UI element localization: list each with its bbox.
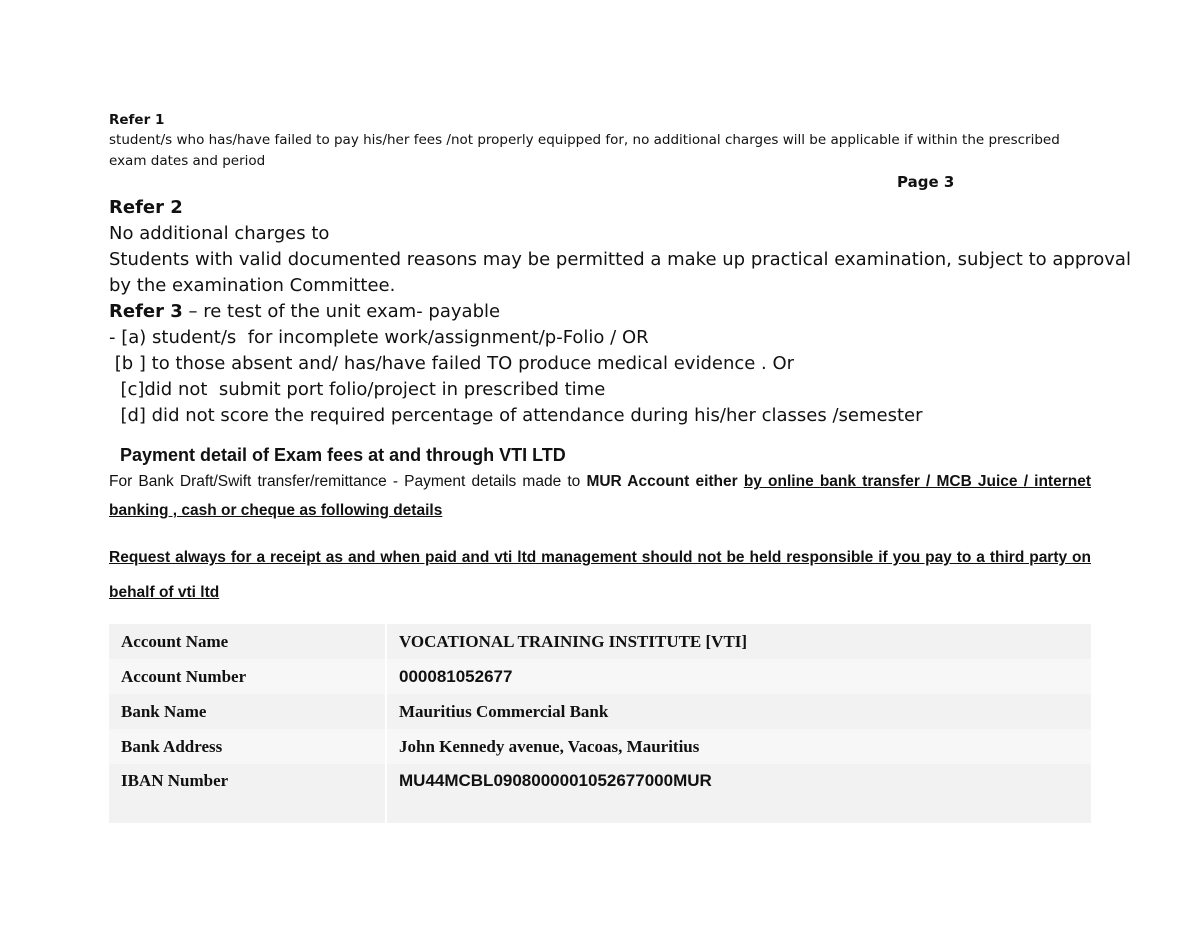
refer3-heading-rest: – re test of the unit exam- payable [182,301,501,322]
payment-title: Payment detail of Exam fees at and through VTI LTD [120,445,566,465]
payment-intro-underlined: by online bank transfer / MCB Juice / internet banking , cash or cheque as following details [109,473,1091,519]
payment-request-notice: Request always for a receipt as and when paid and vti ltd management should not be held responsible if you pay to a third party on behalf of vti ltd [109,549,1091,601]
refer3-item-c: [c]did not submit port folio/project in prescribed time [109,379,606,400]
iban-value: MU44MCBL0908000001052677000MUR [386,764,1091,823]
account-number-label: Account Number [109,659,386,694]
refer1-line2: exam dates and period [109,153,266,169]
bank-name-label: Bank Name [109,694,386,729]
table-row [109,764,1091,823]
refer3-heading [109,301,500,322]
table-row [109,624,1091,659]
table-row [109,659,1091,694]
refer2-line3: by the examination Committee. [109,275,396,296]
refer2-line1: No additional charges to [109,223,330,244]
refer2-line2: Students with valid documented reasons may be permitted a make up practical examination, subject to approval [109,249,1131,270]
iban-label: IBAN Number [109,764,386,823]
account-number-value: 000081052677 [386,659,1091,694]
table-row [109,729,1091,764]
refer3-item-a: - [a) student/s for incomplete work/assignment/p-Folio / OR [109,327,649,348]
refer3-item-d: [d] did not score the required percentage of attendance during his/her classes /semester [109,405,923,426]
bank-address-value: John Kennedy avenue, Vacoas, Mauritius [386,729,1091,764]
payment-intro-plain: For Bank Draft/Swift transfer/remittance - Payment details made to [109,473,587,490]
table-row [109,694,1091,729]
account-details-table [109,624,1091,823]
payment-intro-bold: MUR Account either [586,473,744,490]
refer2-heading: Refer 2 [109,197,183,218]
page-label: Page 3 [897,173,955,191]
payment-intro [109,467,1091,525]
refer1-line1: student/s who has/have failed to pay his/her fees /not properly equipped for, no additional charges will be applicable if within the prescribed [109,132,1060,148]
bank-name-value: Mauritius Commercial Bank [386,694,1091,729]
account-name-value: VOCATIONAL TRAINING INSTITUTE [VTI] [386,624,1091,659]
account-name-label: Account Name [109,624,386,659]
refer1-heading: Refer 1 [109,112,165,128]
refer3-heading-label: Refer 3 [109,301,183,322]
bank-address-label: Bank Address [109,729,386,764]
refer3-item-b: [b ] to those absent and/ has/have failed TO produce medical evidence . Or [109,353,795,374]
